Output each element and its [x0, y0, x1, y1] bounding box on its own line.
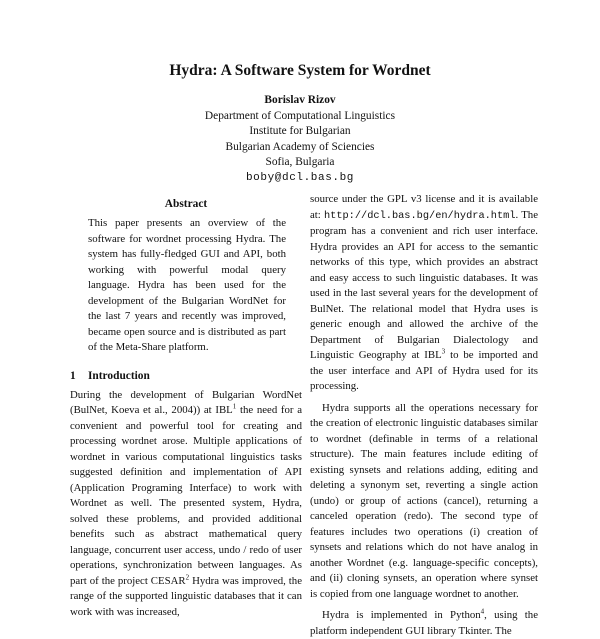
- right-p1-text-a: source under the GPL v3 license and it is available at:: [310, 193, 538, 221]
- right-paragraph-1: [310, 192, 538, 395]
- affiliation-line: Sofia, Bulgaria: [265, 156, 335, 168]
- abstract-heading: Abstract: [164, 198, 208, 210]
- author-name: Borislav Rizov: [264, 94, 336, 106]
- affiliation-line: Department of Computational Linguistics: [204, 109, 396, 122]
- right-p1-text-c: to be imported and the user interface and API of Hydra used for its processing.: [310, 349, 538, 392]
- footnote-marker-3: 3: [441, 347, 446, 356]
- footnote-marker-2: 2: [185, 572, 190, 581]
- section-title: Introduction: [88, 369, 150, 382]
- paper-title: Hydra: A Software System for Wordnet: [169, 62, 431, 79]
- right-paragraph-3: [310, 608, 538, 639]
- right-p1-text-b: . The program has a convenient and rich user interface. Hydra provides an API for access to the semantic networks of this type, which provides an abstract and easy access to such linguistic databases. It was used in the last several years for the development of BulNet. The relational model that Hydra uses is generic enough and allowed the archive of the Department of Bulgarian Dialectology and Linguistic Geography at IBL: [310, 208, 538, 361]
- affiliation-line: Bulgarian Academy of Sciencies: [225, 140, 375, 153]
- author-block: [0, 93, 600, 186]
- right-paragraph-2: Hydra supports all the operations necessary for the creation of electronic linguistic databases similar to wordnet (definable in terms of a relational structure). The main features include editing of existing synsets and relations adding, editing and deleting a synonym set, reverting a single action (undo) or group of actions (cancel), returning a canceled operation (redo). The second type of features includes two operations (i) creation of synsets and relations which do not have analog in another Wordnet (e.g. language-specific concepts), and (ii) cloning synsets, an operation where synset is copied from one language wordnet to another.: [310, 401, 538, 600]
- footnote-marker-4: 4: [480, 607, 485, 616]
- intro-paragraph: [70, 388, 302, 621]
- right-p3-text-a: Hydra is implemented in Python: [322, 609, 481, 621]
- section-heading-introduction: [70, 370, 302, 382]
- footnote-marker-1: 1: [232, 402, 237, 411]
- abstract-text: This paper presents an overview of the software for wordnet processing Hydra. The system has fully-fledged GUI and API, both working with powerful modal query language. Hydra has been used for the development of the Bulgarian WordNet for the last 7 years and recently was improved, became open source and is distributed as part of the Meta-Share platform.: [88, 217, 286, 353]
- section-number: 1: [70, 369, 76, 382]
- right-p3-text-b: , using the platform independent GUI library Tkinter. The: [310, 609, 538, 637]
- left-column: [70, 198, 302, 620]
- intro-text-b: the need for a convenient and powerful tool for creating and processing wordnet arose. Multiple applications of wordnet in various computational linguistics tasks suggested definition and implementation of API (Application Programing Interface) to work with Wordnet as well. The presented system, Hydra, solved these problems, and provided additional benefits such as abstract mathematical query language, concurrent user access, undo / redo of user operations, synchronization between languages. As part of the project CESAR: [70, 404, 303, 587]
- intro-text-c: Hydra was improved, the range of the supported linguistic databases that it can work with was increased,: [70, 574, 303, 618]
- intro-text-a: During the development of Bulgarian WordNet (BulNet, Koeva et al., 2004)) at IBL: [70, 388, 302, 416]
- affiliation-line: Institute for Bulgarian: [249, 125, 351, 137]
- hydra-url-link[interactable]: http://dcl.bas.bg/en/hydra.html: [323, 209, 516, 222]
- right-column: [310, 192, 538, 639]
- author-email: boby@dcl.bas.bg: [245, 171, 355, 184]
